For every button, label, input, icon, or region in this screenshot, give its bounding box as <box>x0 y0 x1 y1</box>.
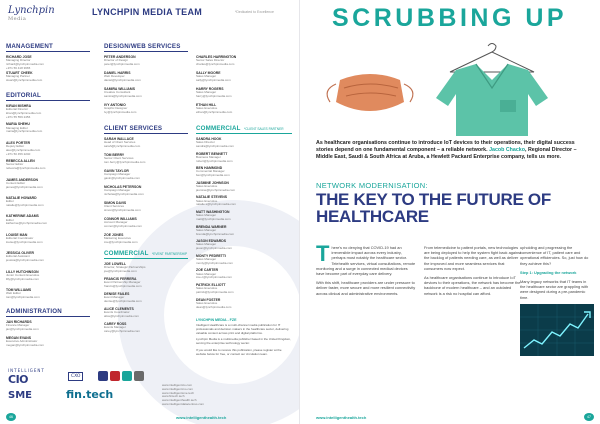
staff-detail: patrick@lynchpinmedia.com <box>196 290 234 294</box>
staff-detail: harry@lynchpinmedia.com <box>196 94 232 98</box>
staff-detail: stuart@lynchpinmedia.com <box>6 78 43 82</box>
staff-name: NATALIE STEVENS <box>196 195 227 200</box>
staff-name: ZOE JONES <box>104 233 124 237</box>
staff-name: CHARLES HARRINGTON <box>196 55 237 59</box>
staff-detail: ivy@lynchpinmedia.com <box>104 110 137 114</box>
staff-detail: Events Manager <box>104 325 126 330</box>
staff-name: SIMON DAVIS <box>104 201 127 205</box>
about-paragraph: Lynchpin Media is a multimedia publisher based in the United Kingdom, serving the enterprise technology sector. <box>196 337 291 346</box>
brand-icon-grey <box>134 371 144 381</box>
staff-name: NATALIE HOWARD <box>6 196 37 200</box>
section-commercial-events: COMMERCIAL <box>104 250 149 257</box>
team-title: LYNCHPIN MEDIA TEAM <box>92 7 203 17</box>
staff-name: GAVIN TAYLOR <box>104 169 129 173</box>
staff-name: MEGAN EVANS <box>6 336 31 340</box>
brand-icon-teal <box>122 371 132 381</box>
headline-label: NETWORK MODERNISATION: <box>316 181 428 190</box>
staff-name: CAREY ROSS <box>104 322 127 326</box>
staff-name: SALLY MOORE <box>196 71 221 75</box>
staff-detail: ben@lynchpinmedia.com <box>196 173 230 178</box>
staff-detail: megan@lynchpinmedia.com <box>6 343 44 347</box>
staff-detail: charles@lynchpinmedia.com <box>196 62 235 66</box>
staff-detail: Head of Client Services <box>104 140 136 145</box>
step-heading: Step 1: Upgrading the network <box>520 269 577 275</box>
staff-entry <box>104 233 188 245</box>
staff-entry <box>196 195 280 207</box>
staff-detail: carey@lynchpinmedia.com <box>104 329 141 333</box>
staff-detail: Client Services <box>104 204 125 209</box>
staff-name: ZOE CARTER <box>196 268 219 273</box>
staff-detail: maria@lynchpinmedia.com <box>6 129 43 134</box>
staff-detail: Editorial Coordinator <box>6 236 34 240</box>
staff-entry <box>6 336 90 348</box>
staff-detail: matt@lynchpinmedia.com <box>196 217 231 221</box>
about-paragraph: If you would like to receive this publication, please register at the website below for free, or contact our circulation team. <box>196 347 282 356</box>
staff-detail: Sales Director <box>196 140 215 145</box>
staff-detail: +971 50 456 2240 <box>6 151 31 156</box>
staff-detail: sandra@lynchpinmedia.com <box>196 144 234 148</box>
staff-detail: Marketing Executive <box>104 236 132 241</box>
page-title: SCRUBBING UP <box>332 4 568 32</box>
staff-name: KATHERINE ADAMS <box>6 214 39 219</box>
staff-entry <box>6 141 90 157</box>
staff-detail: Commercial Manager <box>196 169 225 174</box>
about-paragraph: Intelligent Healthcare is a multi-channel media publication for IT professionals and decision makers in the healthcare sector, delivering valuable content across print and digital platforms. <box>196 323 289 335</box>
staff-detail: Junior Content Executive <box>6 272 40 277</box>
divider <box>6 51 90 52</box>
staff-name: DANIEL HARRIS <box>104 71 131 75</box>
staff-entry <box>196 181 280 193</box>
staff-detail: nicholas@lynchpinmedia.com <box>104 192 144 196</box>
staff-detail: katherine@lynchpinmedia.com <box>6 221 48 226</box>
staff-detail: Creative Consultant <box>104 90 131 95</box>
cxo-logo: CXO <box>68 372 83 381</box>
staff-name: JOE LOWELL <box>104 262 127 266</box>
staff-entry <box>104 307 188 319</box>
brand-logo: Lynchpin Media <box>8 5 55 22</box>
section-client-services: CLIENT SERVICES <box>104 125 163 132</box>
staff-detail: rebecca@lynchpinmedia.com <box>6 166 46 171</box>
staff-detail: Web Developer <box>104 74 125 79</box>
staff-detail: +971 56 418 3665 <box>6 65 31 70</box>
staff-entry <box>6 320 90 332</box>
divider <box>104 258 188 259</box>
staff-detail: Campaign Manager <box>104 188 131 193</box>
staff-detail: connor@lynchpinmedia.com <box>104 224 142 228</box>
article-column-1: There's no denying that COVID-19 had an irreversible impact across every industry, perhaps most notably the healthcare sector. Telehealth services, virtual consultations, remote monitoring and a surge in connected medical devices have become part of everyday care delivery. With this shift, healthcare providers are under pressure to deliver faster, more secure and more resilient connectivity across clinical and administrative environments. <box>316 241 416 296</box>
staff-detail: Business Manager <box>196 154 221 159</box>
staff-detail: sally@lynchpinmedia.com <box>196 78 231 82</box>
scrubs-top-icon <box>436 64 548 136</box>
staff-detail: natalie.s@lynchpinmedia.com <box>196 202 236 207</box>
face-mask-icon <box>327 74 413 111</box>
staff-detail: gavin@lynchpinmedia.com <box>104 176 140 180</box>
network-graph-illustration <box>520 304 594 356</box>
staff-entry <box>6 122 90 134</box>
staff-entry <box>196 103 280 115</box>
staff-entry <box>196 225 280 237</box>
staff-name: TOM BERRY <box>104 153 125 157</box>
scrubs-illustration <box>300 40 600 136</box>
staff-detail: Sales Manager <box>196 90 217 95</box>
website-link[interactable]: www.intelligentcxo.com <box>162 386 194 391</box>
staff-detail: Deputy Editor <box>6 144 25 148</box>
staff-detail: Director of Design <box>104 58 129 63</box>
staff-detail: jasmine@lynchpinmedia.com <box>196 187 236 192</box>
staff-entry <box>196 87 280 99</box>
staff-detail: Editor <box>6 217 14 222</box>
drop-cap: T <box>316 241 330 266</box>
brand-icons <box>98 371 144 381</box>
website-link[interactable]: www.intelligenthealth.tech <box>162 398 197 403</box>
staff-name: FRANCIS FERRERA <box>104 277 137 281</box>
coat-hanger-icon <box>450 44 534 73</box>
staff-detail: Event Manager <box>104 295 125 300</box>
staff-name: JAN RICHARDS <box>6 320 32 324</box>
divider <box>104 133 188 134</box>
staff-detail: lilly@lynchpinmedia.com <box>6 276 39 281</box>
staff-detail: Sales Executive <box>196 184 218 188</box>
staff-detail: monty@lynchpinmedia.com <box>196 260 233 265</box>
headline: THE KEY TO THE FUTURE OF HEALTHCARE <box>316 190 551 226</box>
website-link[interactable]: www.intelligentcio.com <box>162 383 193 387</box>
staff-name: MATT WASHINGTON <box>196 210 230 214</box>
brand-icon-navy <box>98 371 108 381</box>
staff-name: REBECCA ALLEN <box>6 159 35 164</box>
staff-entry <box>104 169 188 181</box>
staff-entry <box>196 283 280 295</box>
staff-entry <box>104 322 188 334</box>
staff-entry <box>104 103 188 115</box>
staff-entry <box>6 214 90 226</box>
staff-entry <box>6 233 90 245</box>
staff-entry <box>104 137 188 149</box>
staff-entry <box>196 55 280 67</box>
staff-name: DEAN FOSTER <box>196 297 221 302</box>
staff-detail: Web Editor <box>6 291 21 296</box>
staff-name: ROBERT BENNETT <box>196 151 228 156</box>
staff-name: BRENDA WARNER <box>196 224 227 229</box>
staff-entry <box>104 71 188 83</box>
staff-name: SARAH WALLACE <box>104 137 134 141</box>
page-number: 47 <box>584 413 594 421</box>
staff-entry <box>104 185 188 197</box>
staff-name: MONTY PEDRETTI <box>196 253 226 258</box>
section-commercial: COMMERCIAL <box>196 125 241 132</box>
staff-name: KIRAN MISHRA <box>6 104 32 108</box>
staff-entry <box>196 268 280 280</box>
staff-detail: Content Editor <box>6 180 26 185</box>
staff-entry <box>104 201 188 213</box>
website-link[interactable]: www.fintech.tech <box>162 394 185 399</box>
staff-detail: Managing Partner <box>6 74 30 79</box>
staff-detail: Graphic Designer <box>104 106 128 111</box>
staff-entry <box>104 87 188 99</box>
staff-detail: dean@lynchpinmedia.com <box>196 304 232 309</box>
staff-detail: Sales Executive <box>196 286 218 291</box>
commercial-note: *CLIENT SALES PARTNER <box>244 127 284 131</box>
staff-detail: +971 55 559 2456 <box>6 114 31 119</box>
staff-detail: simon@lynchpinmedia.com <box>104 208 141 212</box>
staff-detail: zoe.c@lynchpinmedia.com <box>196 275 232 280</box>
staff-detail: Editor <box>6 199 14 204</box>
staff-detail: jessica@lynchpinmedia.com <box>6 258 44 263</box>
staff-entry <box>6 251 90 263</box>
staff-detail: francis@lynchpinmedia.com <box>104 284 142 288</box>
article-column-2: From telemedicine to patient portals, new technologies are being deployed to help the system fight back against the backlog of patients needing care, as well as deliver the improved and more seamless services that consumers now expect. As healthcare organisations continue to introduce IoT devices to their operations, the network has become the backbone of modern healthcare – and an outdated network is a risk no hospital can afford. <box>424 245 522 296</box>
staff-detail: richard@lynchpinmedia.com <box>6 62 44 66</box>
staff-name: MARIA SHEHU <box>6 122 30 127</box>
website-link[interactable]: www.intelligentsme.tech <box>162 390 195 395</box>
staff-detail: Account Manager <box>104 220 128 225</box>
staff-name: PATRICK ELLIOTT <box>196 283 226 287</box>
staff-name: ALICE CLEMENTS <box>104 307 134 311</box>
about-lynchpin <box>196 318 292 360</box>
staff-entry <box>6 196 90 208</box>
about-heading: LYNCHPIN MEDIA - FZE <box>196 318 237 322</box>
staff-entry <box>104 55 188 67</box>
staff-detail: Sales Manager <box>196 257 217 261</box>
staff-name: SAMIRA WILLIAMS <box>104 87 135 91</box>
staff-detail: peter@lynchpinmedia.com <box>104 62 140 66</box>
website-list <box>162 384 282 407</box>
staff-entry <box>104 262 188 274</box>
staff-name: HARRY ROGERS <box>196 87 224 91</box>
staff-detail: Senior Client Services <box>104 156 134 161</box>
staff-detail: joe@lynchpinmedia.com <box>104 269 137 273</box>
staff-detail: Finance Manager <box>6 323 30 328</box>
staff-entry <box>196 254 280 266</box>
staff-detail: daniel@lynchpinmedia.com <box>104 78 141 82</box>
staff-entry <box>196 166 280 178</box>
staff-entry <box>104 217 188 229</box>
staff-entry <box>6 159 90 171</box>
divider <box>196 133 292 134</box>
staff-name: STUART CHEEK <box>6 71 33 75</box>
staff-entry <box>6 71 90 83</box>
staff-name: CONNOR WILLIAMS <box>104 217 137 221</box>
staff-entry <box>6 178 90 190</box>
divider <box>6 316 90 317</box>
staff-name: DENISE FAILES <box>104 292 130 296</box>
staff-detail: Managing Editor <box>6 125 28 130</box>
staff-name: NICHOLAS PETERSON <box>104 185 142 189</box>
staff-detail: Events Coordinator <box>104 310 130 315</box>
staff-detail: natalie@lynchpinmedia.com <box>6 203 44 207</box>
staff-entry <box>6 270 90 282</box>
staff-detail: jason@lynchpinmedia.com <box>196 246 232 251</box>
staff-entry <box>196 152 280 164</box>
staff-detail: samira@lynchpinmedia.com <box>104 94 142 98</box>
staff-name: ETHAN HILL <box>196 103 217 107</box>
staff-name: PETER ANDERSON <box>104 55 136 59</box>
staff-entry <box>104 153 188 165</box>
brand-icon-red <box>110 371 120 381</box>
footer-url[interactable]: www.intelligenthealth.tech <box>176 415 227 420</box>
staff-entry <box>104 277 188 289</box>
sme-logo: SME <box>8 390 32 401</box>
staff-detail: tom@lynchpinmedia.com <box>6 295 40 299</box>
staff-name: LOUISE MAN <box>6 232 28 237</box>
staff-detail: alice@lynchpinmedia.com <box>104 314 139 318</box>
section-administration: ADMINISTRATION <box>6 308 62 315</box>
staff-detail: tom.berry@lynchpinmedia.com <box>104 160 146 164</box>
staff-detail: alex@lynchpinmedia.com <box>6 147 41 152</box>
staff-detail: Sales Executive <box>196 198 218 203</box>
article-column-3: upholding and progressing the convenience of IT, patient care and operational efficiencies. So, just how do they achieve this? Step 1: Upgrading the network Many legacy networks that IT teams in the healthcare sector are grappling with were designed during a pre-pandemic time. <box>520 245 589 300</box>
staff-name: LILLY HUTCHINSON <box>6 269 39 274</box>
staff-detail: Senior Sales Director <box>196 58 225 63</box>
staff-detail: Executive Administrator <box>6 339 38 344</box>
staff-detail: Director, Strategic Partnerships <box>104 265 146 270</box>
staff-detail: zoe@lynchpinmedia.com <box>104 240 138 244</box>
staff-detail: denise@lynchpinmedia.com <box>104 299 142 303</box>
fintech-logo: fin.tech <box>66 388 114 401</box>
team-subtitle: *Dedicated to Excellence <box>235 10 274 14</box>
staff-entry <box>196 137 280 149</box>
section-design: DESIGN/WEB SERVICES <box>104 43 181 50</box>
staff-detail: Sales Executive <box>196 106 218 111</box>
staff-detail: Managing Director <box>6 58 31 63</box>
staff-name: SANDRA HOOK <box>196 137 222 141</box>
website-link[interactable]: www.intelligentdatacentres.com <box>162 401 205 406</box>
staff-detail: Sales Manager <box>196 227 217 232</box>
staff-detail: Editorial Director <box>6 107 29 112</box>
staff-name: BEN HAMMOND <box>196 166 223 171</box>
staff-detail: jan@lynchpinmedia.com <box>6 327 39 331</box>
divider <box>104 51 188 52</box>
staff-entry <box>196 71 280 83</box>
staff-detail: robert@lynchpinmedia.com <box>196 158 233 163</box>
staff-detail: Sales Manager <box>196 74 217 79</box>
staff-name: JAMES ANDERSON <box>6 177 38 182</box>
staff-detail: brenda@lynchpinmedia.com <box>196 231 235 236</box>
section-management: MANAGEMENT <box>6 43 54 50</box>
staff-name: JASON EDWARDS <box>196 239 226 244</box>
divider <box>6 100 90 101</box>
staff-name: TOM WILLIAMS <box>6 288 32 292</box>
staff-entry <box>6 104 90 120</box>
staff-detail: ethan@lynchpinmedia.com <box>196 110 233 114</box>
staff-detail: Sales Executive <box>196 300 218 305</box>
staff-entry <box>196 210 280 222</box>
staff-detail: Senior Editor <box>6 162 24 167</box>
staff-detail: Sales Manager <box>196 242 217 247</box>
staff-detail: Sales Manager <box>196 271 217 276</box>
staff-detail: james@lynchpinmedia.com <box>6 184 43 189</box>
staff-detail: Editorial Assistant <box>6 254 30 259</box>
intro-standfirst: As healthcare organisations continue to introduce IoT devices to their operations, their digital success stories depend on one fundamental component – a reliable network. Jacob Chacko, Regional Director – Middle East, Saudi & South Africa at Aruba, a Hewlett Packard Enterprise company, tells us more. <box>316 140 577 160</box>
right-page <box>300 0 600 424</box>
staff-detail: louise@lynchpinmedia.com <box>6 239 43 244</box>
staff-name: IVY ANTONIO <box>104 103 126 107</box>
staff-detail: kiran@lynchpinmedia.com <box>6 111 42 115</box>
staff-name: JESSICA OLIVER <box>6 251 34 256</box>
staff-name: JASMINE JOHNSON <box>196 180 229 185</box>
page-number: 46 <box>6 413 16 421</box>
commercial-events-note: *EVENT PARTNERSHIP <box>152 252 188 256</box>
staff-detail: Sales Manager <box>196 213 217 218</box>
staff-name: RICHARD JOSE <box>6 55 32 59</box>
staff-entry <box>6 55 90 71</box>
staff-entry <box>6 288 90 300</box>
staff-entry <box>104 292 188 304</box>
staff-entry <box>196 239 280 251</box>
staff-detail: Campaign Manager <box>104 172 131 177</box>
staff-entry <box>196 298 280 310</box>
author-name: Jacob Chacko <box>489 147 525 153</box>
staff-name: ALEX PORTER <box>6 140 31 145</box>
intelligent-cio-logo: INTELLIGENT CIO <box>8 368 45 386</box>
staff-detail: Event Partnership Manager <box>104 280 141 285</box>
footer-url[interactable]: www.intelligenthealth.tech <box>316 415 367 420</box>
section-editorial: EDITORIAL <box>6 92 42 99</box>
staff-detail: sarah@lynchpinmedia.com <box>104 144 141 148</box>
